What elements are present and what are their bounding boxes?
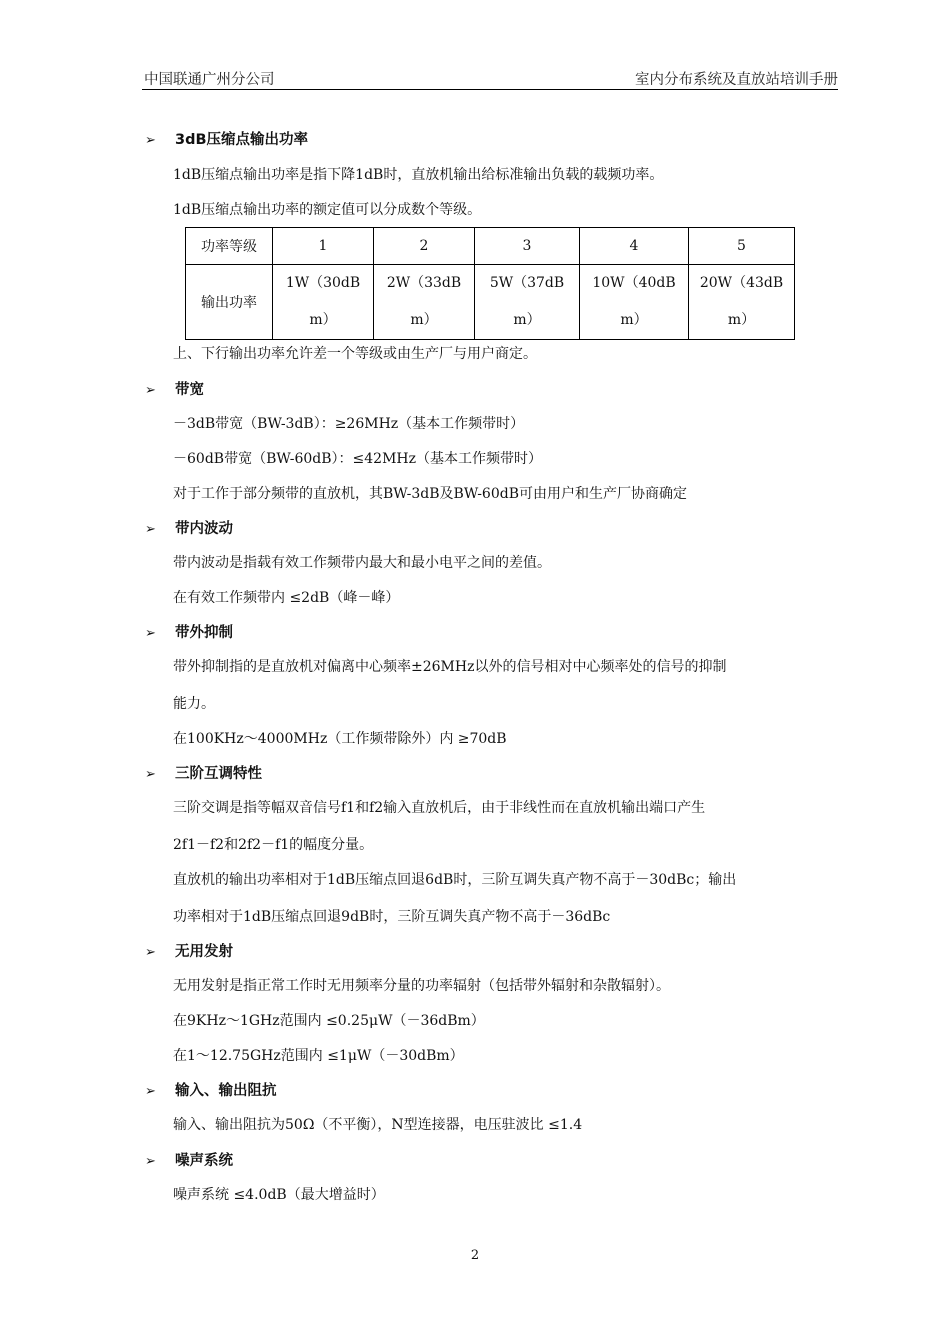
section-heading-inband-ripple	[145, 517, 233, 538]
table-cell	[580, 265, 689, 340]
paragraph-line: 上、下行输出功率允许差一个等级或由生产厂与用户商定。	[173, 346, 537, 362]
table-row	[186, 265, 795, 340]
cell-line: 2W（33dB	[386, 275, 462, 291]
paragraph-line: 输入、输出阻抗为50Ω（不平衡），N型连接器，电压驻波比 ≤1.4	[173, 1117, 583, 1133]
cell-line: m）	[727, 312, 756, 328]
cell-line: m）	[410, 312, 438, 328]
section-title: 带宽	[175, 382, 204, 398]
section-heading-spurious-emission	[145, 940, 233, 961]
header-manual-title: 室内分布系统及直放站培训手册	[635, 72, 838, 88]
arrow-bullet-icon: ➢	[145, 522, 156, 537]
power-grade-table	[185, 227, 795, 340]
paragraph-line: 在100KHz～4000MHz（工作频带除外）内 ≥70dB	[173, 731, 507, 747]
paragraph-line: 在1～12.75GHz范围内 ≤1μW（－30dBm）	[173, 1048, 464, 1064]
table-cell	[475, 265, 580, 340]
cell-line: 5W（37dB	[489, 275, 565, 291]
cell-line: 20W（43dB	[699, 275, 784, 291]
section-title: 带内波动	[175, 521, 233, 537]
table-cell	[374, 265, 475, 340]
section-title: 三阶互调特性	[175, 766, 262, 782]
table-cell: 1	[273, 228, 374, 265]
arrow-bullet-icon: ➢	[145, 1084, 156, 1099]
section-heading-noise	[145, 1149, 233, 1170]
arrow-bullet-icon: ➢	[145, 626, 156, 641]
paragraph-line: 功率相对于1dB压缩点回退9dB时，三阶互调失真产物不高于－36dBc	[173, 909, 611, 925]
table-cell: 2	[374, 228, 475, 265]
arrow-bullet-icon: ➢	[145, 767, 156, 782]
paragraph-line: 能力。	[173, 696, 215, 712]
table-cell: 3	[475, 228, 580, 265]
arrow-bullet-icon: ➢	[145, 1154, 156, 1169]
paragraph-line: 噪声系统 ≤4.0dB（最大增益时）	[173, 1187, 385, 1203]
section-heading-compression-power	[145, 128, 308, 149]
table-cell: 4	[580, 228, 689, 265]
arrow-bullet-icon: ➢	[145, 383, 156, 398]
paragraph-line: 带外抑制指的是直放机对偏离中心频率±26MHz以外的信号相对中心频率处的信号的抑制	[173, 659, 727, 675]
table-cell	[689, 265, 795, 340]
paragraph-line: 在9KHz～1GHz范围内 ≤0.25μW（－36dBm）	[173, 1013, 485, 1029]
section-heading-impedance	[145, 1079, 277, 1100]
paragraph-line: －60dB带宽（BW-60dB）：≤42MHz（基本工作频带时）	[173, 451, 542, 467]
paragraph-line: 1dB压缩点输出功率的额定值可以分成数个等级。	[173, 202, 482, 218]
section-heading-bandwidth	[145, 378, 204, 399]
paragraph-line: 三阶交调是指等幅双音信号f1和f2输入直放机后，由于非线性而在直放机输出端口产生	[173, 800, 706, 816]
header-company: 中国联通广州分公司	[144, 72, 275, 88]
cell-line: m）	[620, 312, 648, 328]
page-header	[142, 66, 838, 90]
paragraph-line: 在有效工作频带内 ≤2dB（峰－峰）	[173, 590, 400, 606]
paragraph-line: 直放机的输出功率相对于1dB压缩点回退6dB时，三阶互调失真产物不高于－30dBc；输出	[173, 872, 737, 888]
cell-line: m）	[513, 312, 541, 328]
table-cell: 功率等级	[186, 228, 273, 265]
paragraph-line: 对于工作于部分频带的直放机，其BW-3dB及BW-60dB可由用户和生产厂协商确定	[173, 486, 687, 502]
table-cell	[273, 265, 374, 340]
arrow-bullet-icon: ➢	[145, 945, 156, 960]
section-heading-outband-rejection	[145, 621, 233, 642]
cell-line: 1W（30dB	[285, 275, 361, 291]
paragraph-line: 带内波动是指载有效工作频带内最大和最小电平之间的差值。	[173, 555, 551, 571]
table-cell: 输出功率	[186, 265, 273, 340]
cell-line: m）	[309, 312, 337, 328]
table-cell: 5	[689, 228, 795, 265]
section-title: 带外抑制	[175, 625, 233, 641]
section-title: 输入、输出阻抗	[175, 1083, 277, 1099]
arrow-bullet-icon: ➢	[145, 133, 156, 148]
paragraph-line: －3dB带宽（BW-3dB）：≥26MHz（基本工作频带时）	[173, 416, 525, 432]
page-number: 2	[470, 1248, 480, 1263]
paragraph-line: 2f1－f2和2f2－f1的幅度分量。	[173, 837, 374, 853]
section-title: 3dB压缩点输出功率	[175, 132, 309, 148]
cell-line: 10W（40dB	[592, 275, 676, 291]
section-title: 无用发射	[175, 944, 233, 960]
section-title: 噪声系统	[175, 1153, 233, 1169]
paragraph-line: 无用发射是指正常工作时无用频率分量的功率辐射（包括带外辐射和杂散辐射）。	[173, 978, 670, 994]
table-row	[186, 228, 795, 265]
paragraph-line: 1dB压缩点输出功率是指下降1dB时，直放机输出给标准输出负载的载频功率。	[173, 167, 664, 183]
section-heading-intermodulation	[145, 762, 262, 783]
